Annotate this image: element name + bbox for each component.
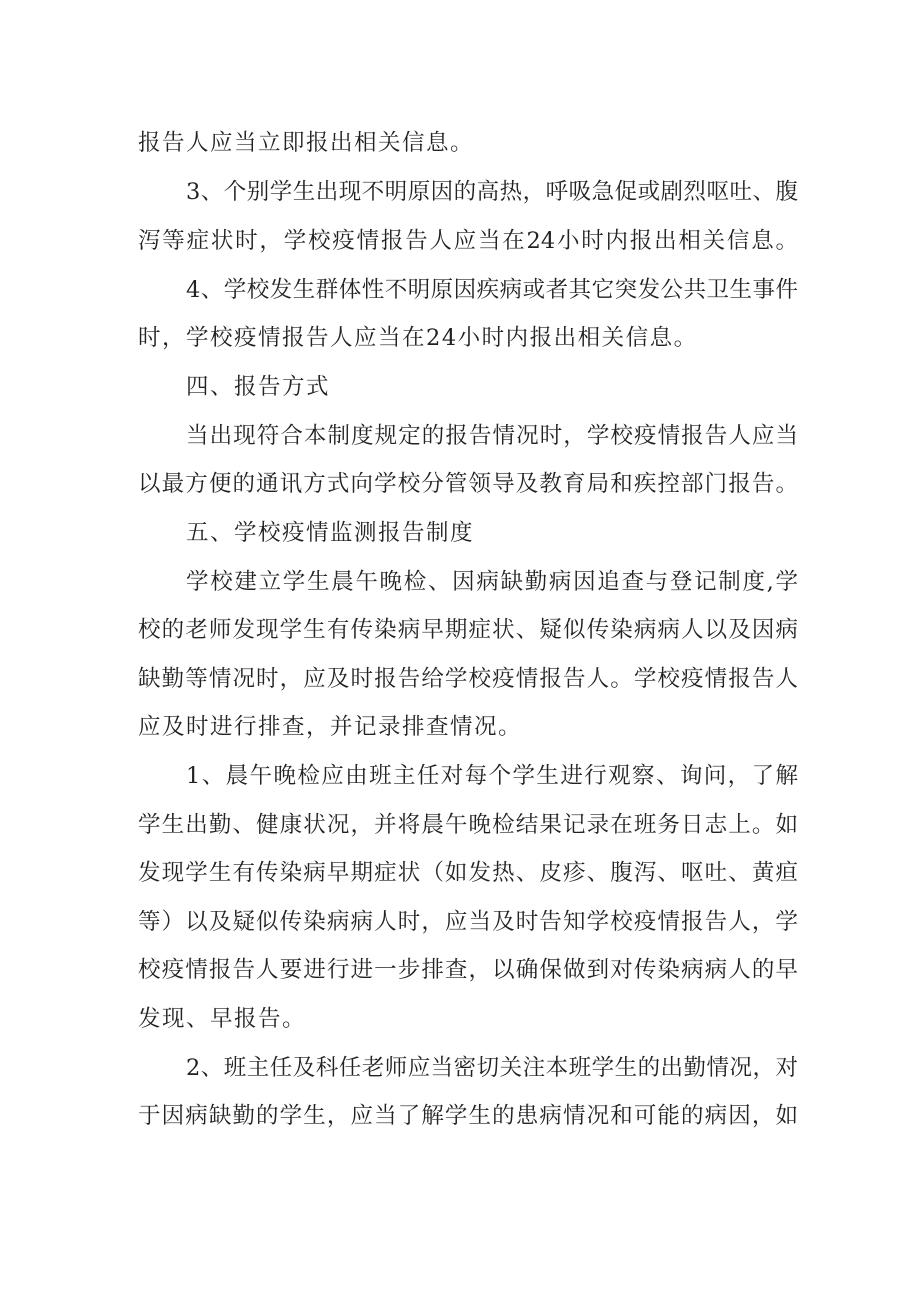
text-line: 校疫情报告人要进行进一步排查，以确保做到对传染病病人的早 (138, 957, 798, 983)
section-heading: 五、学校疫情监测报告制度 (186, 520, 475, 546)
text-line: 于因病缺勤的学生，应当了解学生的患病情况和可能的病因，如 (138, 1103, 798, 1129)
text-line: 发现学生有传染病早期症状（如发热、皮疹、腹泻、呕吐、黄疸 (138, 860, 798, 886)
section-heading: 四、报告方式 (186, 374, 331, 400)
text-line: 3、个别学生出现不明原因的高热，呼吸急促或剧烈呕吐、腹 (186, 179, 798, 205)
text-line: 报告人应当立即报出相关信息。 (138, 130, 475, 156)
text-line: 当出现符合本制度规定的报告情况时，学校疫情报告人应当 (186, 423, 798, 449)
text-line: 缺勤等情况时，应及时报告给学校疫情报告人。学校疫情报告人 (138, 666, 798, 692)
text-line: 等）以及疑似传染病病人时，应当及时告知学校疫情报告人，学 (138, 909, 798, 935)
text-line: 时，学校疫情报告人应当在24小时内报出相关信息。 (138, 325, 698, 351)
text-line: 发现、早报告。 (138, 1006, 307, 1032)
text-line: 学校建立学生晨午晚检、因病缺勤病因追查与登记制度,学 (186, 569, 798, 595)
text-line: 4、学校发生群体性不明原因疾病或者其它突发公共卫生事件 (186, 277, 798, 303)
text-line: 学生出勤、健康状况，并将晨午晚检结果记录在班务日志上。如 (138, 812, 798, 838)
text-line: 应及时进行排查，并记录排查情况。 (138, 714, 523, 740)
text-line: 1、晨午晚检应由班主任对每个学生进行观察、询问，了解 (186, 763, 798, 789)
text-line: 校的老师发现学生有传染病早期症状、疑似传染病病人以及因病 (138, 617, 798, 643)
text-line: 2、班主任及科任老师应当密切关注本班学生的出勤情况，对 (186, 1055, 798, 1081)
text-line: 以最方便的通讯方式向学校分管领导及教育局和疾控部门报告。 (138, 471, 798, 497)
text-line: 泻等症状时，学校疫情报告人应当在24小时内报出相关信息。 (138, 228, 798, 254)
